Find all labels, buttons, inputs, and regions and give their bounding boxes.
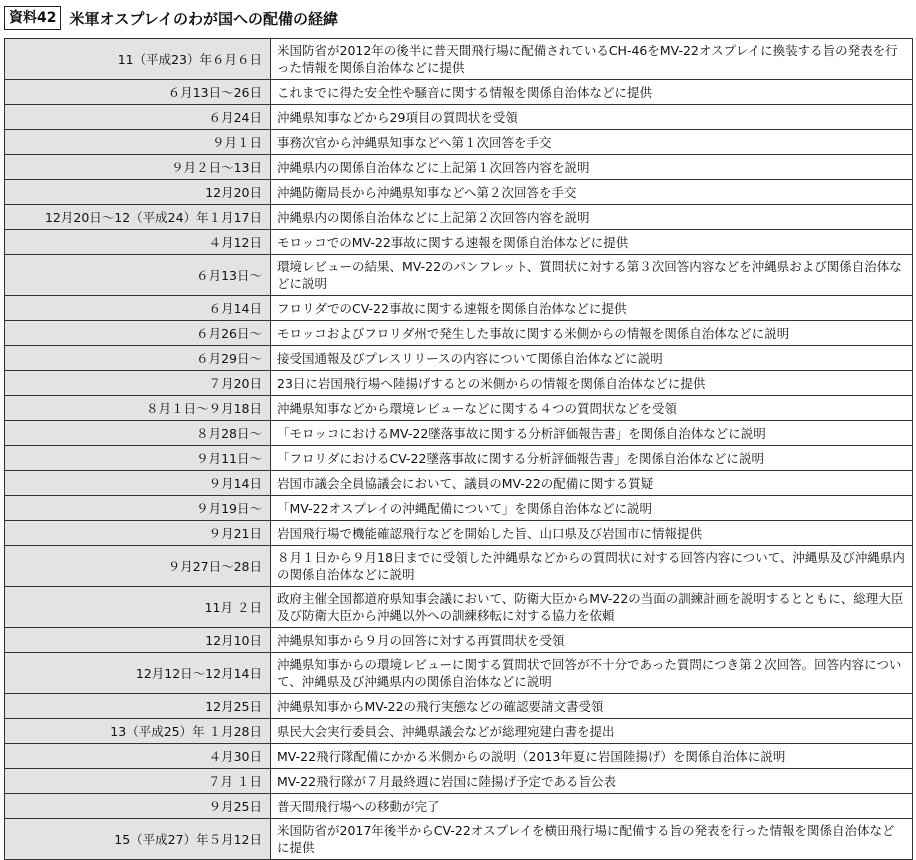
row-event: モロッコでのMV-22事故に関する速報を関係自治体などに提供	[271, 230, 913, 255]
row-date: ４月12日	[5, 230, 271, 255]
row-date: ９月14日	[5, 471, 271, 496]
timeline-table	[4, 38, 913, 860]
row-date: ９月11日〜	[5, 446, 271, 471]
table-row	[5, 744, 913, 769]
timeline-table-body	[5, 39, 913, 860]
row-event: モロッコおよびフロリダ州で発生した事故に関する米側からの情報を関係自治体などに説明	[271, 321, 913, 346]
table-row	[5, 446, 913, 471]
table-row	[5, 155, 913, 180]
row-event: 普天間飛行場への移動が完了	[271, 794, 913, 819]
document-header	[4, 6, 338, 30]
table-row	[5, 321, 913, 346]
row-date: ７月 １日	[5, 769, 271, 794]
row-date: ９月21日	[5, 521, 271, 546]
row-date: 15（平成27）年５月12日	[5, 819, 271, 860]
row-event: 沖縄県知事から９月の回答に対する再質問状を受領	[271, 628, 913, 653]
row-date: ９月２日〜13日	[5, 155, 271, 180]
row-date: ７月20日	[5, 371, 271, 396]
table-row	[5, 628, 913, 653]
table-row	[5, 105, 913, 130]
table-row	[5, 396, 913, 421]
table-row	[5, 521, 913, 546]
row-event: 環境レビューの結果、MV-22のパンフレット、質問状に対する第３次回答内容などを沖縄県および関係自治体などに説明	[271, 255, 913, 296]
row-date: 12月12日〜12月14日	[5, 653, 271, 694]
table-row	[5, 80, 913, 105]
row-event: 「モロッコにおけるMV-22墜落事故に関する分析評価報告書」を関係自治体などに説明	[271, 421, 913, 446]
row-event: 事務次官から沖縄県知事などへ第１次回答を手交	[271, 130, 913, 155]
row-date: 12月10日	[5, 628, 271, 653]
row-event: 接受国通報及びプレスリリースの内容について関係自治体などに説明	[271, 346, 913, 371]
material-number-badge: 資料42	[4, 6, 61, 30]
table-row	[5, 496, 913, 521]
table-row	[5, 371, 913, 396]
row-date: 11（平成23）年６月６日	[5, 39, 271, 80]
table-row	[5, 769, 913, 794]
table-row	[5, 546, 913, 587]
row-event: 県民大会実行委員会、沖縄県議会などが総理宛建白書を提出	[271, 719, 913, 744]
row-event: 米国防省が2017年後半からCV-22オスプレイを横田飛行場に配備する旨の発表を行った情報を関係自治体などに提供	[271, 819, 913, 860]
row-event: 岩国飛行場で機能確認飛行などを開始した旨、山口県及び岩国市に情報提供	[271, 521, 913, 546]
row-event: MV-22飛行隊配備にかかる米側からの説明（2013年夏に岩国陸揚げ）を関係自治体に説明	[271, 744, 913, 769]
table-row	[5, 471, 913, 496]
table-row	[5, 587, 913, 628]
table-row	[5, 694, 913, 719]
row-event: 沖縄県内の関係自治体などに上記第２次回答内容を説明	[271, 205, 913, 230]
row-date: ６月13日〜	[5, 255, 271, 296]
table-row	[5, 346, 913, 371]
row-date: ６月26日〜	[5, 321, 271, 346]
table-row	[5, 255, 913, 296]
row-date: ６月13日〜26日	[5, 80, 271, 105]
row-date: ９月19日〜	[5, 496, 271, 521]
row-event: 沖縄防衛局長から沖縄県知事などへ第２次回答を手交	[271, 180, 913, 205]
row-event: 23日に岩国飛行場へ陸揚げするとの米側からの情報を関係自治体などに提供	[271, 371, 913, 396]
row-event: MV-22飛行隊が７月最終週に岩国に陸揚げ予定である旨公表	[271, 769, 913, 794]
row-event: 米国防省が2012年の後半に普天間飛行場に配備されているCH-46をMV-22オスプレイに換装する旨の発表を行った情報を関係自治体などに提供	[271, 39, 913, 80]
row-date: ６月24日	[5, 105, 271, 130]
row-event: これまでに得た安全性や騒音に関する情報を関係自治体などに提供	[271, 80, 913, 105]
row-date: ９月１日	[5, 130, 271, 155]
row-event: 「MV-22オスプレイの沖縄配備について」を関係自治体などに説明	[271, 496, 913, 521]
row-date: 11月 ２日	[5, 587, 271, 628]
row-date: ８月28日〜	[5, 421, 271, 446]
row-date: ４月30日	[5, 744, 271, 769]
table-row	[5, 794, 913, 819]
table-row	[5, 421, 913, 446]
row-date: 12月20日〜12（平成24）年１月17日	[5, 205, 271, 230]
row-event: 沖縄県知事からMV-22の飛行実態などの確認要請文書受領	[271, 694, 913, 719]
row-event: 沖縄県知事などから環境レビューなどに関する４つの質問状などを受領	[271, 396, 913, 421]
row-date: ９月25日	[5, 794, 271, 819]
row-date: ８月１日〜９月18日	[5, 396, 271, 421]
row-event: 岩国市議会全員協議会において、議員のMV-22の配備に関する質疑	[271, 471, 913, 496]
row-date: ６月14日	[5, 296, 271, 321]
row-date: 12月20日	[5, 180, 271, 205]
table-row	[5, 230, 913, 255]
table-row	[5, 719, 913, 744]
row-date: 13（平成25）年 １月28日	[5, 719, 271, 744]
table-row	[5, 130, 913, 155]
row-event: 沖縄県知事などから29項目の質問状を受領	[271, 105, 913, 130]
document-title: 米軍オスプレイのわが国への配備の経緯	[69, 9, 338, 28]
table-row	[5, 205, 913, 230]
row-event: ８月１日から９月18日までに受領した沖縄県などからの質問状に対する回答内容について、沖縄県及び沖縄県内の関係自治体などに説明	[271, 546, 913, 587]
table-row	[5, 653, 913, 694]
table-row	[5, 180, 913, 205]
row-date: ９月27日〜28日	[5, 546, 271, 587]
row-event: 沖縄県内の関係自治体などに上記第１次回答内容を説明	[271, 155, 913, 180]
row-date: ６月29日〜	[5, 346, 271, 371]
row-event: 「フロリダにおけるCV-22墜落事故に関する分析評価報告書」を関係自治体などに説明	[271, 446, 913, 471]
row-event: 沖縄県知事からの環境レビューに関する質問状で回答が不十分であった質問につき第２次回答。回答内容について、沖縄県及び沖縄県内の関係自治体などに説明	[271, 653, 913, 694]
table-row	[5, 39, 913, 80]
row-date: 12月25日	[5, 694, 271, 719]
table-row	[5, 296, 913, 321]
row-event: 政府主催全国都道府県知事会議において、防衛大臣からMV-22の当面の訓練計画を説明するとともに、総理大臣及び防衛大臣から沖縄以外への訓練移転に対する協力を依頼	[271, 587, 913, 628]
row-event: フロリダでのCV-22事故に関する速報を関係自治体などに提供	[271, 296, 913, 321]
table-row	[5, 819, 913, 860]
